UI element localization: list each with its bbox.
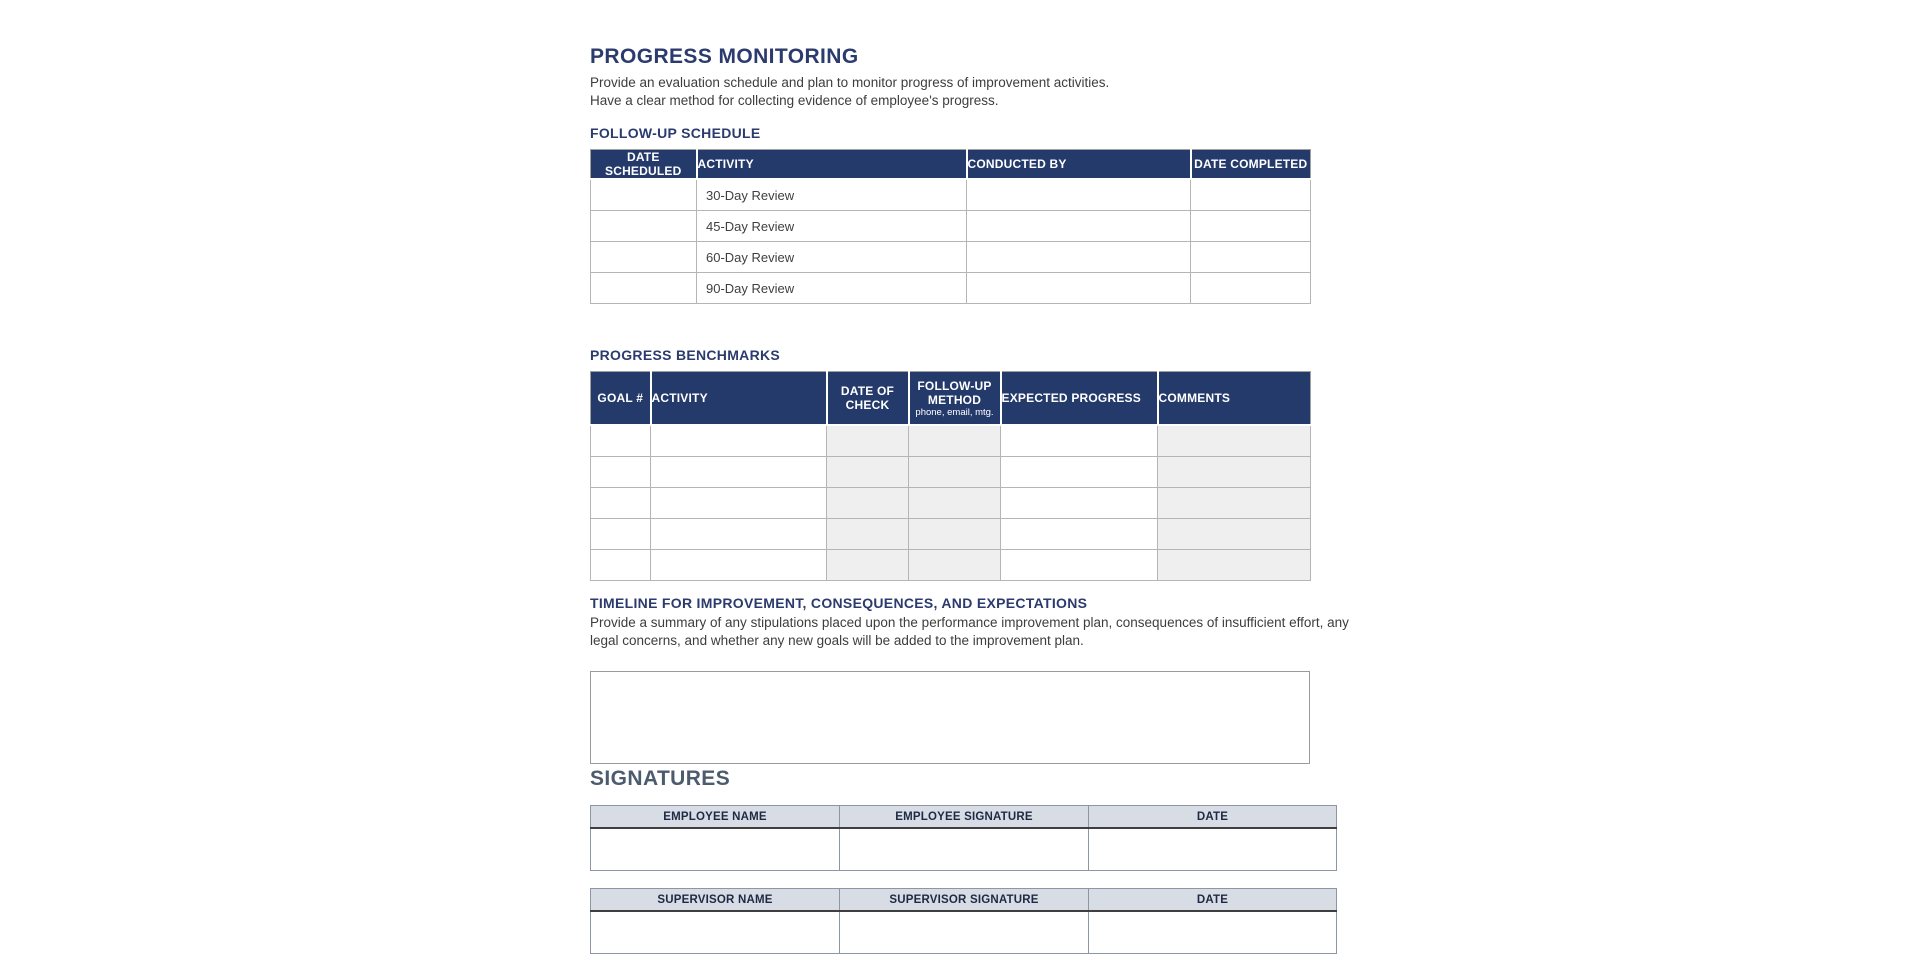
comments-cell[interactable]: [1158, 519, 1311, 550]
date-of-check-cell[interactable]: [827, 488, 909, 519]
column-header-supervisor-signature: SUPERVISOR SIGNATURE: [840, 889, 1089, 912]
goal-number-cell[interactable]: [591, 488, 651, 519]
supervisor-signature-cell[interactable]: [840, 911, 1089, 954]
supervisor-signature-header-row: [591, 889, 1337, 912]
table-row: [591, 911, 1337, 954]
expected-progress-cell[interactable]: [1001, 550, 1158, 581]
comments-cell[interactable]: [1158, 550, 1311, 581]
employee-date-cell[interactable]: [1089, 828, 1337, 871]
column-header-date: DATE: [1089, 806, 1337, 829]
column-header-supervisor-name: SUPERVISOR NAME: [591, 889, 840, 912]
column-header-conducted-by: CONDUCTED BY: [967, 150, 1191, 180]
goal-number-cell[interactable]: [591, 457, 651, 488]
document-body: [590, 0, 1350, 954]
activity-cell[interactable]: [651, 488, 827, 519]
supervisor-name-cell[interactable]: [591, 911, 840, 954]
date-scheduled-cell[interactable]: [591, 211, 697, 242]
follow-up-header-row: [591, 150, 1311, 180]
employee-signature-cell[interactable]: [840, 828, 1089, 871]
intro-text: [590, 74, 1350, 110]
timeline-description: Provide a summary of any stipulations placed upon the performance improvement plan, consequences of insufficient effort, any legal concerns, and whether any new goals will be added to the improvement plan.: [590, 615, 1349, 648]
table-row: [591, 550, 1311, 581]
activity-cell: 45-Day Review: [697, 211, 967, 242]
table-row: [591, 242, 1311, 273]
date-completed-cell[interactable]: [1191, 242, 1311, 273]
table-row: [591, 425, 1311, 457]
date-of-check-cell[interactable]: [827, 519, 909, 550]
activity-cell: 30-Day Review: [697, 179, 967, 211]
table-row: [591, 273, 1311, 304]
conducted-by-cell[interactable]: [967, 211, 1191, 242]
progress-benchmarks-table: [590, 371, 1311, 581]
column-header-expected-progress: EXPECTED PROGRESS: [1001, 372, 1158, 426]
follow-up-method-cell[interactable]: [909, 425, 1001, 457]
column-header-goal-number: GOAL #: [591, 372, 651, 426]
table-row: [591, 179, 1311, 211]
follow-up-schedule-table: [590, 149, 1311, 304]
activity-cell: 90-Day Review: [697, 273, 967, 304]
activity-cell: 60-Day Review: [697, 242, 967, 273]
follow-up-method-label: FOLLOW-UP METHOD: [917, 378, 992, 407]
date-completed-cell[interactable]: [1191, 211, 1311, 242]
employee-signature-header-row: [591, 806, 1337, 829]
date-completed-cell[interactable]: [1191, 179, 1311, 211]
conducted-by-cell[interactable]: [967, 273, 1191, 304]
expected-progress-cell[interactable]: [1001, 425, 1158, 457]
progress-benchmarks-heading: PROGRESS BENCHMARKS: [590, 347, 781, 363]
follow-up-method-cell[interactable]: [909, 488, 1001, 519]
activity-cell[interactable]: [651, 425, 827, 457]
column-header-activity: ACTIVITY: [651, 372, 827, 426]
follow-up-method-cell[interactable]: [909, 519, 1001, 550]
table-row: [591, 519, 1311, 550]
table-row: [591, 211, 1311, 242]
comments-cell[interactable]: [1158, 488, 1311, 519]
benchmarks-header-row: [591, 372, 1311, 426]
activity-cell[interactable]: [651, 519, 827, 550]
page-title: PROGRESS MONITORING: [590, 45, 859, 68]
column-header-date-scheduled: DATE SCHEDULED: [591, 150, 697, 180]
expected-progress-cell[interactable]: [1001, 519, 1158, 550]
activity-cell[interactable]: [651, 457, 827, 488]
employee-name-cell[interactable]: [591, 828, 840, 871]
timeline-notes-box[interactable]: [590, 671, 1310, 764]
date-of-check-cell[interactable]: [827, 550, 909, 581]
expected-progress-cell[interactable]: [1001, 488, 1158, 519]
column-header-comments: COMMENTS: [1158, 372, 1311, 426]
date-of-check-cell[interactable]: [827, 425, 909, 457]
intro-line-1: Provide an evaluation schedule and plan to monitor progress of improvement activities.: [590, 75, 1110, 90]
column-header-employee-name: EMPLOYEE NAME: [591, 806, 840, 829]
goal-number-cell[interactable]: [591, 550, 651, 581]
supervisor-signature-table: [590, 888, 1337, 954]
timeline-heading: TIMELINE FOR IMPROVEMENT, CONSEQUENCES, AND EXPECTATIONS: [590, 595, 1088, 611]
column-header-employee-signature: EMPLOYEE SIGNATURE: [840, 806, 1089, 829]
signatures-heading: SIGNATURES: [590, 767, 731, 790]
column-header-date-of-check: DATE OF CHECK: [827, 372, 909, 426]
date-of-check-cell[interactable]: [827, 457, 909, 488]
date-completed-cell[interactable]: [1191, 273, 1311, 304]
table-row: [591, 488, 1311, 519]
column-header-follow-up-method: [909, 372, 1001, 426]
follow-up-method-cell[interactable]: [909, 457, 1001, 488]
follow-up-method-sublabel: phone, email, mtg.: [915, 406, 994, 418]
table-row: [591, 828, 1337, 871]
table-row: [591, 457, 1311, 488]
goal-number-cell[interactable]: [591, 519, 651, 550]
comments-cell[interactable]: [1158, 457, 1311, 488]
supervisor-date-cell[interactable]: [1089, 911, 1337, 954]
activity-cell[interactable]: [651, 550, 827, 581]
employee-signature-table: [590, 805, 1337, 871]
column-header-activity: ACTIVITY: [697, 150, 967, 180]
comments-cell[interactable]: [1158, 425, 1311, 457]
expected-progress-cell[interactable]: [1001, 457, 1158, 488]
column-header-date: DATE: [1089, 889, 1337, 912]
date-scheduled-cell[interactable]: [591, 179, 697, 211]
column-header-date-completed: DATE COMPLETED: [1191, 150, 1311, 180]
conducted-by-cell[interactable]: [967, 179, 1191, 211]
date-scheduled-cell[interactable]: [591, 242, 697, 273]
date-scheduled-cell[interactable]: [591, 273, 697, 304]
follow-up-method-cell[interactable]: [909, 550, 1001, 581]
follow-up-schedule-heading: FOLLOW-UP SCHEDULE: [590, 125, 761, 141]
intro-line-2: Have a clear method for collecting evidence of employee's progress.: [590, 93, 999, 108]
conducted-by-cell[interactable]: [967, 242, 1191, 273]
goal-number-cell[interactable]: [591, 425, 651, 457]
